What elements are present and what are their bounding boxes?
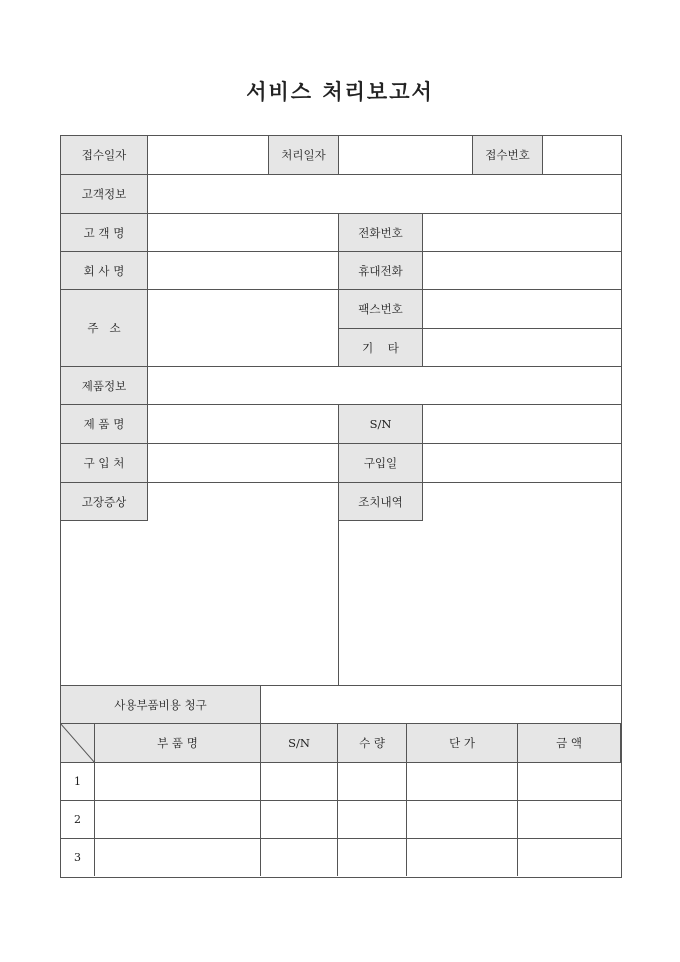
diagonal-header-cell [60,723,95,763]
amount-column-header: 금 액 [517,723,621,763]
parts-row-3-name-field[interactable] [95,839,260,876]
parts-row-1-name-field[interactable] [95,763,260,800]
symptom-field[interactable] [61,521,338,685]
other-label: 기 타 [338,328,423,367]
customer-info-section-label: 고객정보 [60,174,148,214]
fax-label: 팩스번호 [338,289,423,329]
vendor-field[interactable] [148,444,338,482]
mobile-field[interactable] [423,252,620,289]
receipt-number-label: 접수번호 [472,135,543,175]
action-taken-field[interactable] [339,521,620,685]
serial-number-field[interactable] [423,405,620,443]
parts-row-3-qty-field[interactable] [338,839,406,876]
parts-row-1-price-field[interactable] [407,763,517,800]
receipt-number-field[interactable] [543,136,620,174]
processed-date-label: 처리일자 [268,135,339,175]
address-field[interactable] [148,290,338,366]
phone-label: 전화번호 [338,213,423,252]
serial-number-label: S/N [338,404,423,444]
fax-field[interactable] [423,290,620,328]
mobile-label: 휴대전화 [338,251,423,290]
received-date-label: 접수일자 [60,135,148,175]
customer-name-field[interactable] [148,214,338,251]
received-date-field[interactable] [148,136,268,174]
symptom-label: 고장증상 [60,482,148,521]
parts-row-3-sn-field[interactable] [261,839,337,876]
part-sn-column-header: S/N [260,723,338,763]
processed-date-field[interactable] [339,136,472,174]
part-name-column-header: 부 품 명 [94,723,261,763]
purchase-date-field[interactable] [423,444,620,482]
parts-charge-field[interactable] [261,686,620,723]
company-name-label: 회 사 명 [60,251,148,290]
company-name-field[interactable] [148,252,338,289]
unit-price-column-header: 단 가 [406,723,518,763]
product-info-section-label: 제품정보 [60,366,148,405]
parts-row-2-amount-field[interactable] [518,801,620,838]
vendor-label: 구 입 처 [60,443,148,483]
parts-row-2-qty-field[interactable] [338,801,406,838]
purchase-date-label: 구입일 [338,443,423,483]
customer-name-label: 고 객 명 [60,213,148,252]
parts-row-2-name-field[interactable] [95,801,260,838]
phone-field[interactable] [423,214,620,251]
parts-row-2-price-field[interactable] [407,801,517,838]
parts-row-2-sn-field[interactable] [261,801,337,838]
address-label: 주 소 [60,289,148,367]
parts-row-1-amount-field[interactable] [518,763,620,800]
parts-row-3-price-field[interactable] [407,839,517,876]
product-name-field[interactable] [148,405,338,443]
document-title: 서비스 처리보고서 [246,79,434,104]
action-taken-label: 조치내역 [338,482,423,521]
parts-row-1-sn-field[interactable] [261,763,337,800]
other-field[interactable] [423,329,620,366]
parts-row-number: 2 [74,812,81,826]
parts-row-number: 1 [74,774,81,788]
quantity-column-header: 수 량 [337,723,407,763]
parts-row-number: 3 [74,850,81,864]
product-name-label: 제 품 명 [60,404,148,444]
parts-row-1-qty-field[interactable] [338,763,406,800]
diagonal-line [60,723,95,763]
parts-row-3-amount-field[interactable] [518,839,620,876]
parts-charge-label: 사용부품비용 청구 [60,685,261,724]
